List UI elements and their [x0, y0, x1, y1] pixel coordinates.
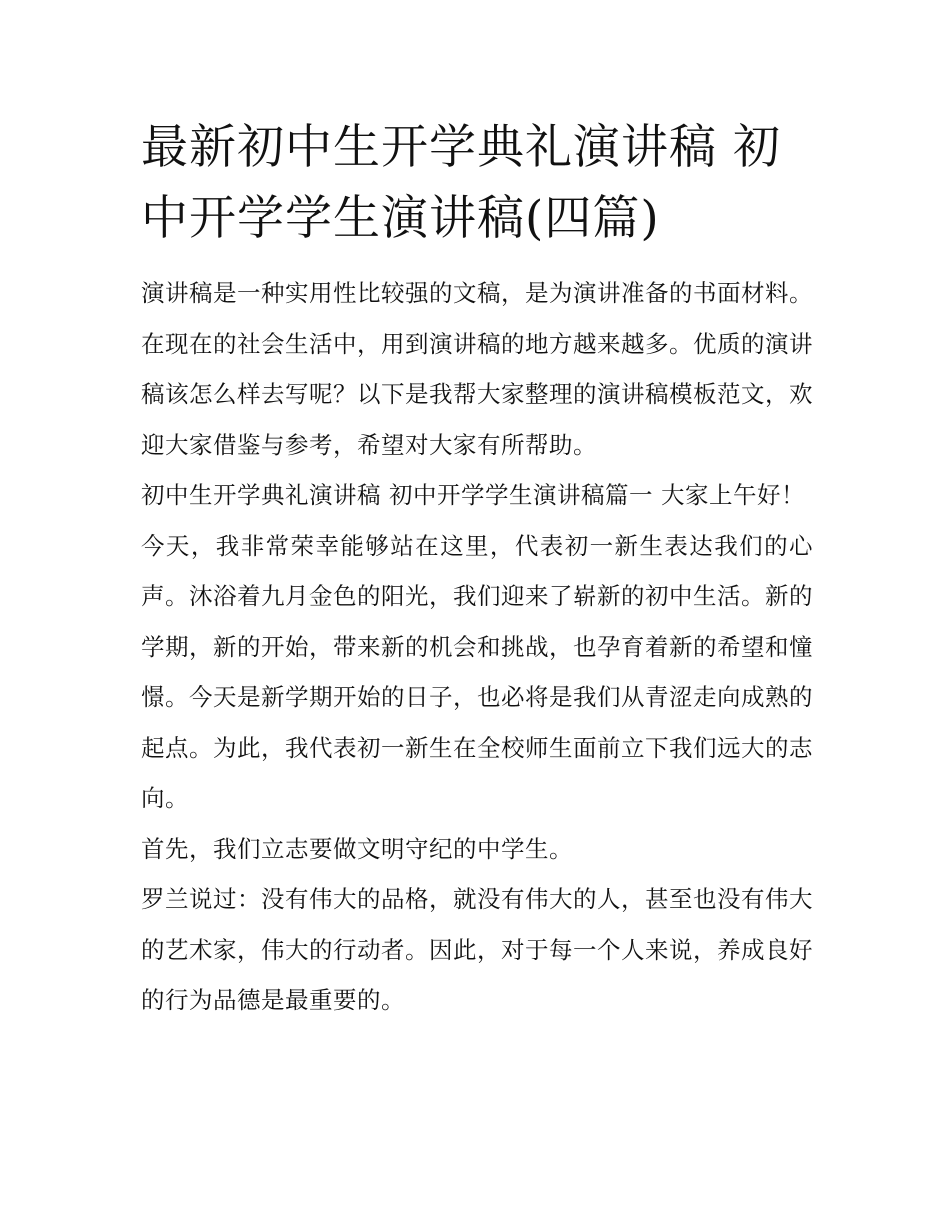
document-title: 最新初中生开学典礼演讲稿 初中开学学生演讲稿(四篇) — [141, 120, 781, 246]
paragraph-intro: 演讲稿是一种实用性比较强的文稿，是为演讲准备的书面材料。在现在的社会生活中，用到演讲稿的地方越来越多。优质的演讲稿该怎么样去写呢？以下是我帮大家整理的演讲稿模板范文，欢迎大家借鉴与参考，希望对大家有所帮助。 — [141, 279, 813, 459]
document-body — [141, 268, 813, 1026]
paragraph-greeting-body: 今天，我非常荣幸能够站在这里，代表初一新生表达我们的心声。沐浴着九月金色的阳光，我们迎来了崭新的初中生活。新的学期，新的开始，带来新的机会和挑战，也孕育着新的希望和憧憬。今天是新学期开始的日子，也必将是我们从青涩走向成熟的起点。为此，我代表初一新生在全校师生面前立下我们远大的志向。 — [141, 531, 813, 812]
paragraph-quote: 罗兰说过：没有伟大的品格，就没有伟大的人，甚至也没有伟大的艺术家，伟大的行动者。因此，对于每一个人来说，养成良好的行为品德是最重要的。 — [141, 885, 813, 1014]
document-page — [141, 112, 813, 1026]
paragraph-section-heading: 初中生开学典礼演讲稿 初中开学学生演讲稿篇一 大家上午好！ — [141, 481, 805, 509]
paragraph-first-point: 首先，我们立志要做文明守纪的中学生。 — [141, 834, 573, 863]
